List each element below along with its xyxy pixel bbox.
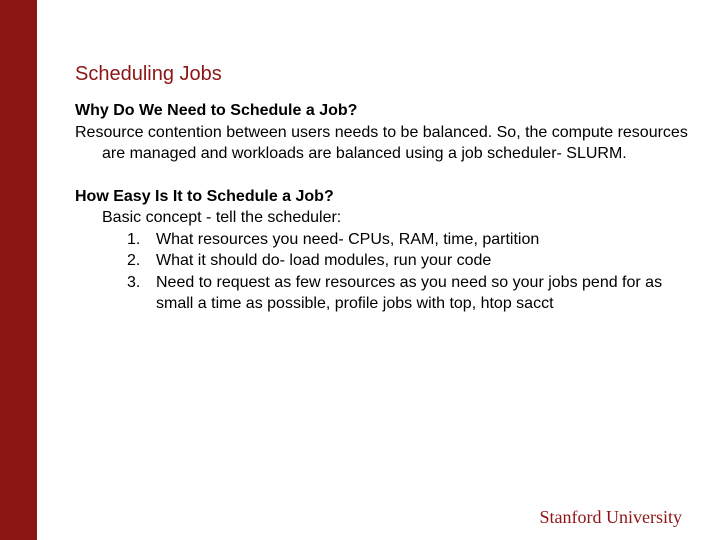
slide-title: Scheduling Jobs: [75, 63, 222, 85]
list-item-number: 3.: [127, 273, 141, 291]
list-item-text: What resources you need- CPUs, RAM, time, partition: [156, 230, 540, 248]
list-item-text: What it should do- load modules, run your code: [156, 252, 492, 269]
section-heading-why: Why Do We Need to Schedule a Job?: [75, 102, 358, 119]
slide-content: [75, 100, 695, 315]
steps-list: [75, 229, 695, 315]
list-item: [75, 250, 695, 272]
list-item-number: 1.: [127, 230, 141, 248]
list-item: [75, 272, 695, 315]
list-item-text: Need to request as few resources as you need so your jobs pend for as small a time as possible, profile jobs with top, htop sacct: [156, 273, 663, 312]
list-item-number: 2.: [127, 252, 141, 269]
section-paragraph-why: Resource contention between users needs to be balanced. So, the compute resources are managed and workloads are balanced using a job scheduler- SLURM.: [75, 123, 688, 162]
section-spacer: [75, 165, 695, 186]
section-intro-how: Basic concept - tell the scheduler:: [102, 209, 342, 226]
stanford-university-logo: Stanford University: [539, 507, 682, 527]
side-accent-bar: [0, 0, 37, 540]
list-item: [75, 229, 695, 251]
section-heading-how: How Easy Is It to Schedule a Job?: [75, 187, 334, 205]
